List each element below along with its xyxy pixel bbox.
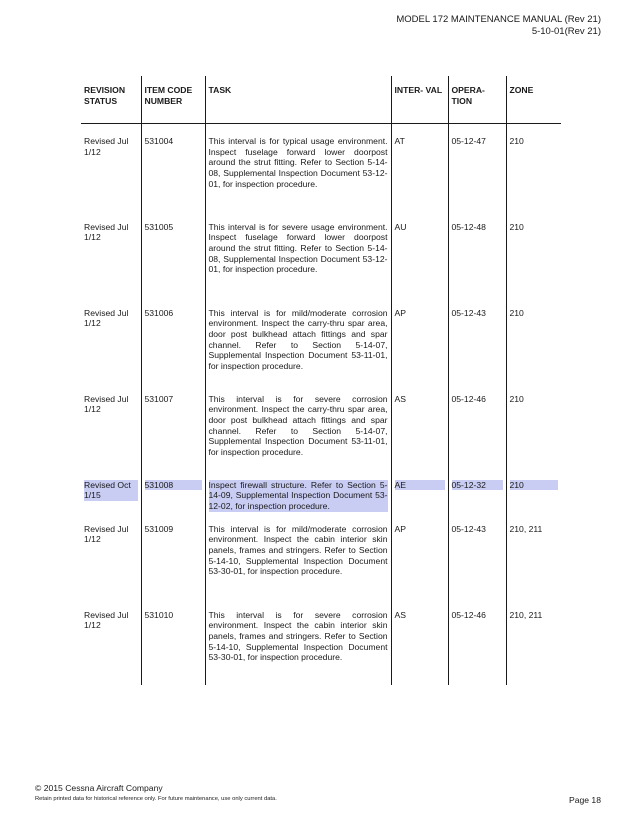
interval-cell <box>391 468 448 512</box>
retention-notice: Retain printed data for historical reference only. For future maintenance, use only current data. <box>35 796 277 802</box>
table-row <box>81 210 561 296</box>
col-header-task: TASK <box>205 76 391 124</box>
col-header-interval: INTER- VAL <box>391 76 448 124</box>
table-row <box>81 124 561 210</box>
item-code-cell: 531009 <box>141 512 205 598</box>
interval-cell: AS <box>391 598 448 685</box>
interval-highlight: AE <box>395 480 445 491</box>
interval-cell: AT <box>391 124 448 210</box>
item-code-cell: 531006 <box>141 296 205 382</box>
interval-cell: AP <box>391 512 448 598</box>
revision-status-cell: Revised Jul 1/12 <box>81 598 141 685</box>
item-code-cell: 531005 <box>141 210 205 296</box>
operation-cell: 05-12-46 <box>448 382 506 468</box>
zone-cell: 210, 211 <box>509 609 543 620</box>
operation-cell: 05-12-46 <box>448 598 506 685</box>
col-header-zone: ZONE <box>506 76 561 124</box>
operation-cell: 05-12-43 <box>448 296 506 382</box>
task-cell: This interval is for typical usage environment. Inspect fuselage forward lower doorpost around the strut fitting. Refer to Section 5-14-08, Supplemental Inspection Document 53-12-01, for inspection procedure. <box>205 124 391 210</box>
manual-title: MODEL 172 MAINTENANCE MANUAL (Rev 21) <box>396 14 601 25</box>
zone-cell: 210 <box>509 136 524 146</box>
page-number: Page 18 <box>568 795 601 805</box>
item-code-cell: 531004 <box>141 124 205 210</box>
task-cell <box>205 468 391 512</box>
table-header-row <box>81 76 561 124</box>
task-cell: This interval is for mild/moderate corrosion environment. Inspect the carry-thru spar area, door post bulkhead attach fittings and spar channel. Refer to Section 5-14-07, Supplemental Inspection Document 53-11-01, for inspection procedure. <box>205 296 391 382</box>
task-cell: This interval is for severe corrosion environment. Inspect the carry-thru spar area, door post bulkhead attach fittings and spar channel. Refer to Section 5-14-07, Supplemental Inspection Document 53-11-01, for inspection procedure. <box>205 382 391 468</box>
revision-status-cell <box>81 468 141 512</box>
revision-status-cell: Revised Jul 1/12 <box>81 382 141 468</box>
page-footer <box>35 783 277 803</box>
col-header-operation: OPERA- TION <box>448 76 506 124</box>
inspection-table <box>81 76 561 685</box>
operation-cell: 05-12-43 <box>448 512 506 598</box>
item-code-highlight: 531008 <box>145 480 202 491</box>
zone-cell: 210, 211 <box>509 523 543 534</box>
interval-cell: AP <box>391 296 448 382</box>
item-code-cell: 531007 <box>141 382 205 468</box>
table-row-highlighted <box>81 468 561 512</box>
task-highlight: Inspect firewall structure. Refer to Section 5-14-09, Supplemental Inspection Document 53-12-02, for inspection procedure. <box>208 479 388 511</box>
zone-highlight: 210 <box>510 480 559 491</box>
zone-cell <box>506 468 561 512</box>
task-cell: This interval is for mild/moderate corrosion environment. Inspect the cabin interior skin panels, frames and stringers. Refer to Section 5-14-10, Supplemental Inspection Document 53-30-01, for inspection procedure. <box>205 512 391 598</box>
task-cell: This interval is for severe corrosion environment. Inspect the cabin interior skin panels, frames and stringers. Refer to Section 5-14-10, Supplemental Inspection Document 53-30-01, for inspection procedure. <box>205 598 391 685</box>
copyright-text: © 2015 Cessna Aircraft Company <box>35 783 163 793</box>
table-row <box>81 382 561 468</box>
col-header-item-code: ITEM CODE NUMBER <box>141 76 205 124</box>
table-row <box>81 598 561 685</box>
revision-status-cell: Revised Jul 1/12 <box>81 210 141 296</box>
col-header-revision-status: REVISION STATUS <box>81 76 141 124</box>
zone-cell: 210 <box>509 221 524 232</box>
item-code-cell <box>141 468 205 512</box>
revision-status-cell: Revised Jul 1/12 <box>81 296 141 382</box>
operation-highlight: 05-12-32 <box>452 480 503 491</box>
revision-status-cell: Revised Jul 1/12 <box>81 512 141 598</box>
zone-cell: 210 <box>509 393 524 404</box>
operation-cell: 05-12-47 <box>448 124 506 210</box>
section-revision: 5-10-01(Rev 21) <box>531 25 601 37</box>
operation-cell <box>448 468 506 512</box>
interval-cell: AS <box>391 382 448 468</box>
table-row <box>81 512 561 598</box>
revision-highlight: Revised Oct 1/15 <box>84 480 138 501</box>
zone-cell: 210 <box>509 307 524 318</box>
task-cell: This interval is for severe usage environment. Inspect fuselage forward lower doorpost around the strut fitting. Refer to Section 5-14-08, Supplemental Inspection Document 53-12-01, for inspection procedure. <box>205 210 391 296</box>
revision-status-cell: Revised Jul 1/12 <box>81 124 141 210</box>
interval-cell: AU <box>391 210 448 296</box>
table-row <box>81 296 561 382</box>
page-header <box>396 14 601 37</box>
item-code-cell: 531010 <box>141 598 205 685</box>
operation-cell: 05-12-48 <box>448 210 506 296</box>
